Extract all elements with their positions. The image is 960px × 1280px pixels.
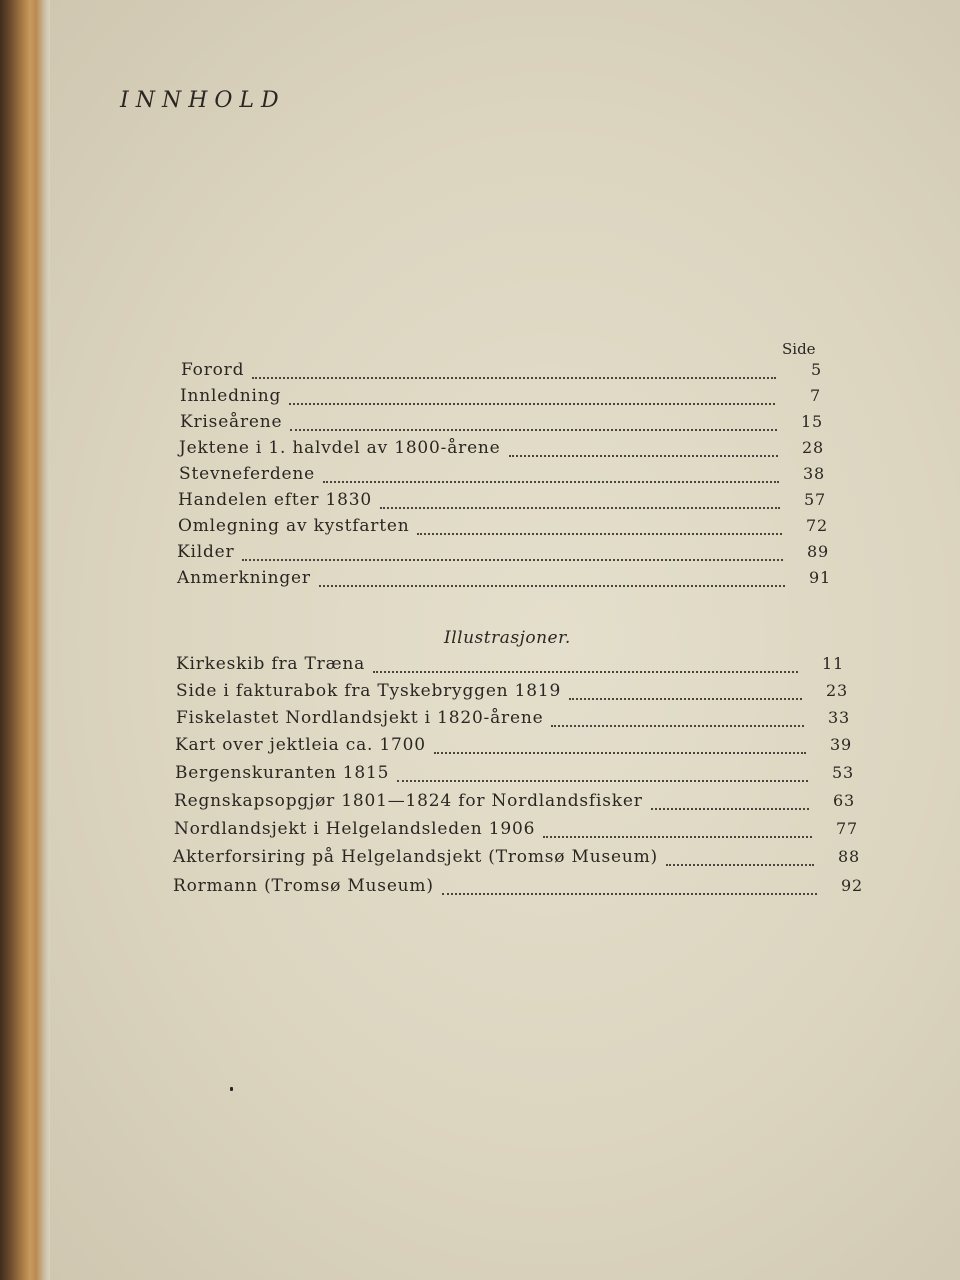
dot-leader: [551, 713, 804, 727]
toc-entry-title: Omlegning av kystfarten: [178, 516, 410, 536]
dot-leader: [323, 469, 779, 483]
illustration-entry: [175, 763, 854, 787]
toc-entry-title: Kriseårene: [180, 412, 283, 432]
dot-leader: [651, 796, 809, 810]
toc-entry-title: Kilder: [177, 542, 235, 562]
dot-leader: [569, 686, 802, 700]
illustration-entry-title: Nordlandsjekt i Helgelandsleden 1906: [174, 819, 536, 839]
illustration-entry: [175, 735, 852, 759]
dot-leader: [417, 521, 782, 535]
toc-entry: [177, 542, 829, 566]
toc-entry-page: 89: [807, 542, 829, 561]
illustration-entry-title: Kirkeskib fra Træna: [176, 654, 366, 674]
paper-speck: [230, 1087, 233, 1091]
toc-entry: [177, 568, 831, 592]
toc-entry: [179, 464, 825, 488]
illustration-entry-page: 23: [826, 681, 848, 700]
dot-leader: [242, 547, 783, 561]
illustration-entry-page: 92: [841, 876, 863, 895]
toc-entry-page: 91: [809, 568, 831, 587]
illustration-entry: [176, 654, 844, 678]
toc-entry-page: 72: [806, 516, 828, 535]
illustration-entry-title: Akterforsiring på Helgelandsjekt (Tromsø Museum): [173, 847, 658, 867]
dot-leader: [397, 768, 808, 782]
dot-leader: [543, 824, 812, 838]
illustration-entry-page: 63: [833, 791, 855, 810]
toc-entry: [180, 386, 821, 410]
toc-entry-page: 57: [804, 490, 826, 509]
dot-leader: [290, 417, 777, 431]
dot-leader: [373, 659, 798, 673]
illustration-entry-title: Bergenskuranten 1815: [175, 763, 390, 783]
illustration-entry-page: 33: [828, 708, 850, 727]
illustration-entry-page: 77: [836, 819, 858, 838]
illustration-entry-page: 39: [830, 735, 852, 754]
toc-entry-title: Forord: [181, 360, 245, 380]
illustration-entry-page: 11: [822, 654, 844, 673]
illustration-entry: [176, 708, 850, 732]
page-title: INNHOLD: [120, 88, 286, 113]
toc-entry: [180, 412, 823, 436]
dot-leader: [319, 573, 785, 587]
dot-leader: [252, 365, 776, 379]
illustration-entry-title: Regnskapsopgjør 1801—1824 for Nordlandsfisker: [174, 791, 643, 811]
toc-entry-page: 5: [811, 360, 822, 379]
dot-leader: [442, 881, 817, 895]
book-spine: [0, 0, 50, 1280]
toc-entry-page: 7: [810, 386, 821, 405]
illustrations-heading: Illustrasjoner.: [444, 628, 571, 648]
illustration-entry: [173, 876, 863, 900]
illustration-entry-page: 53: [832, 763, 854, 782]
illustration-entry-title: Rormann (Tromsø Museum): [173, 876, 434, 896]
dot-leader: [434, 740, 806, 754]
toc-entry-title: Jektene i 1. halvdel av 1800-årene: [179, 438, 501, 458]
illustration-entry: [174, 819, 858, 843]
toc-entry: [178, 490, 826, 514]
page-column-label: Side: [782, 340, 816, 358]
toc-entry-page: 38: [803, 464, 825, 483]
toc-entry-title: Handelen efter 1830: [178, 490, 372, 510]
illustration-entry: [176, 681, 848, 705]
illustration-entry-title: Side i fakturabok fra Tyskebryggen 1819: [176, 681, 562, 701]
toc-entry-page: 28: [802, 438, 824, 457]
toc-entry: [179, 438, 824, 462]
illustration-entry: [173, 847, 860, 871]
dot-leader: [666, 852, 814, 866]
illustration-entry-page: 88: [838, 847, 860, 866]
dot-leader: [289, 391, 775, 405]
dot-leader: [509, 443, 778, 457]
toc-entry-title: Innledning: [180, 386, 282, 406]
toc-entry-title: Anmerkninger: [177, 568, 311, 588]
dot-leader: [380, 495, 780, 509]
toc-entry-title: Stevneferdene: [179, 464, 315, 484]
illustration-entry-title: Kart over jektleia ca. 1700: [175, 735, 426, 755]
toc-entry: [178, 516, 828, 540]
illustration-entry-title: Fiskelastet Nordlandsjekt i 1820-årene: [176, 708, 544, 728]
toc-entry: [181, 360, 822, 384]
toc-entry-page: 15: [801, 412, 823, 431]
illustration-entry: [174, 791, 855, 815]
